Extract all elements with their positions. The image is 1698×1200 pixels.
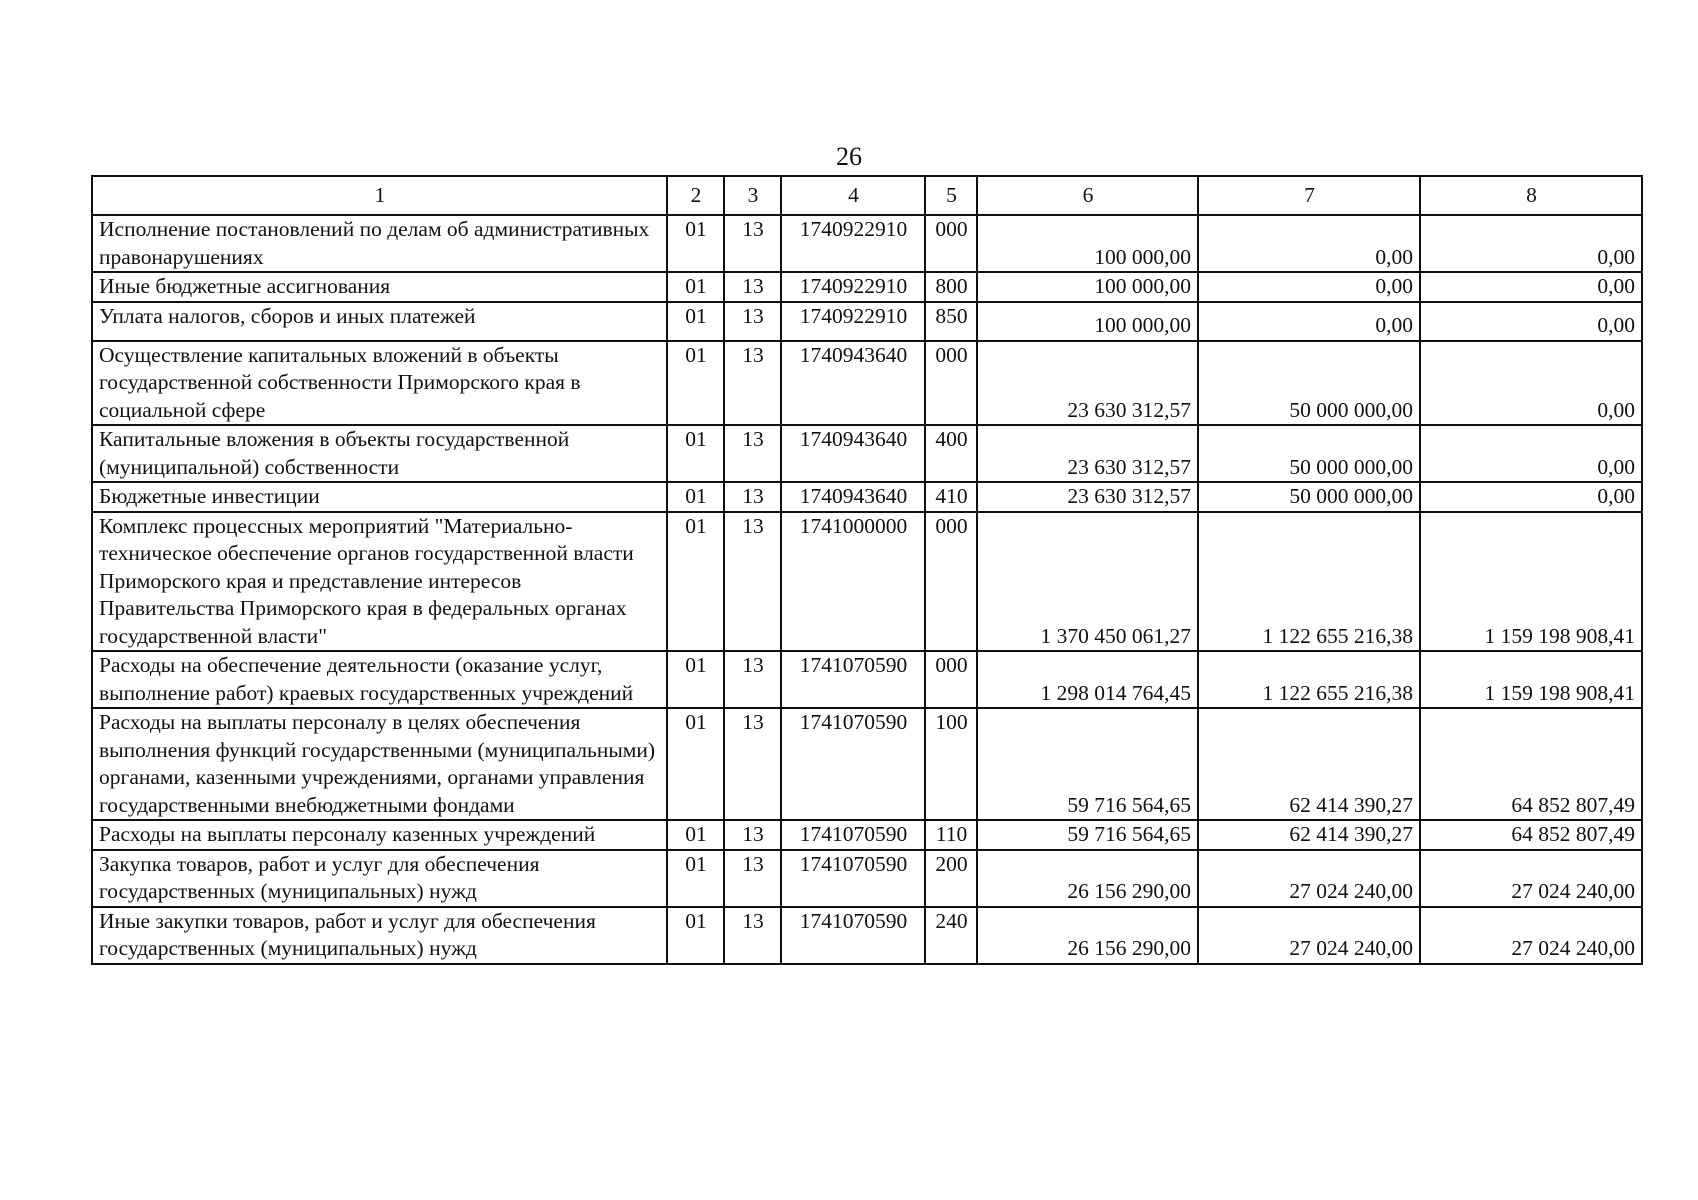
amount-cell: 50 000 000,00 [1198, 482, 1420, 512]
table-row [92, 512, 1642, 652]
expense-type-cell: 110 [925, 820, 977, 850]
amount-cell: 1 298 014 764,45 [977, 651, 1198, 708]
row-name-cell: Расходы на выплаты персоналу в целях обеспечения выполнения функций государственными (муниципальными) органами, казенными учреждениями, органами управления государственными внебюджетными фондами [92, 708, 667, 820]
amount-cell: 1 122 655 216,38 [1198, 512, 1420, 652]
amount-cell: 1 159 198 908,41 [1420, 651, 1642, 708]
column-header: 6 [977, 176, 1198, 215]
column-header: 3 [724, 176, 781, 215]
row-name-cell: Исполнение постановлений по делам об административных правонарушениях [92, 215, 667, 272]
expense-type-cell: 240 [925, 907, 977, 964]
target-article-cell: 1741070590 [781, 907, 925, 964]
row-name-cell: Капитальные вложения в объекты государственной (муниципальной) собственности [92, 425, 667, 482]
subsection-code-cell: 13 [724, 850, 781, 907]
target-article-cell: 1740943640 [781, 482, 925, 512]
amount-cell: 0,00 [1420, 425, 1642, 482]
section-code-cell: 01 [667, 425, 724, 482]
target-article-cell: 1740922910 [781, 272, 925, 302]
row-name-cell: Осуществление капитальных вложений в объекты государственной собственности Приморского края в социальной сфере [92, 341, 667, 426]
expense-type-cell: 400 [925, 425, 977, 482]
row-name-cell: Расходы на обеспечение деятельности (оказание услуг, выполнение работ) краевых государственных учреждений [92, 651, 667, 708]
target-article-cell: 1741000000 [781, 512, 925, 652]
target-article-cell: 1741070590 [781, 708, 925, 820]
expense-type-cell: 200 [925, 850, 977, 907]
subsection-code-cell: 13 [724, 651, 781, 708]
subsection-code-cell: 13 [724, 302, 781, 341]
amount-cell: 26 156 290,00 [977, 850, 1198, 907]
expense-type-cell: 800 [925, 272, 977, 302]
amount-cell: 1 159 198 908,41 [1420, 512, 1642, 652]
section-code-cell: 01 [667, 341, 724, 426]
target-article-cell: 1740922910 [781, 215, 925, 272]
table-row [92, 482, 1642, 512]
amount-cell: 0,00 [1198, 215, 1420, 272]
subsection-code-cell: 13 [724, 820, 781, 850]
subsection-code-cell: 13 [724, 482, 781, 512]
amount-cell: 0,00 [1198, 302, 1420, 341]
amount-cell: 0,00 [1420, 341, 1642, 426]
section-code-cell: 01 [667, 482, 724, 512]
expense-type-cell: 000 [925, 215, 977, 272]
amount-cell: 23 630 312,57 [977, 482, 1198, 512]
amount-cell: 0,00 [1198, 272, 1420, 302]
section-code-cell: 01 [667, 850, 724, 907]
amount-cell: 27 024 240,00 [1198, 907, 1420, 964]
amount-cell: 23 630 312,57 [977, 425, 1198, 482]
page-number: 26 [836, 142, 862, 171]
row-name-cell: Расходы на выплаты персоналу казенных учреждений [92, 820, 667, 850]
row-name-cell: Иные бюджетные ассигнования [92, 272, 667, 302]
target-article-cell: 1740943640 [781, 425, 925, 482]
section-code-cell: 01 [667, 651, 724, 708]
row-name-cell: Комплекс процессных мероприятий "Материально-техническое обеспечение органов государственной власти Приморского края и представление интересов Правительства Приморского края в федеральных органах государственной власти" [92, 512, 667, 652]
section-code-cell: 01 [667, 907, 724, 964]
budget-table [91, 175, 1643, 965]
table-row [92, 651, 1642, 708]
amount-cell: 62 414 390,27 [1198, 708, 1420, 820]
table-row [92, 425, 1642, 482]
amount-cell: 23 630 312,57 [977, 341, 1198, 426]
section-code-cell: 01 [667, 302, 724, 341]
amount-cell: 27 024 240,00 [1420, 907, 1642, 964]
amount-cell: 0,00 [1420, 482, 1642, 512]
target-article-cell: 1741070590 [781, 651, 925, 708]
subsection-code-cell: 13 [724, 425, 781, 482]
section-code-cell: 01 [667, 708, 724, 820]
amount-cell: 64 852 807,49 [1420, 708, 1642, 820]
target-article-cell: 1740943640 [781, 341, 925, 426]
amount-cell: 64 852 807,49 [1420, 820, 1642, 850]
amount-cell: 50 000 000,00 [1198, 341, 1420, 426]
amount-cell: 0,00 [1420, 215, 1642, 272]
table-header-row [92, 176, 1642, 215]
amount-cell: 0,00 [1420, 302, 1642, 341]
amount-cell: 1 122 655 216,38 [1198, 651, 1420, 708]
subsection-code-cell: 13 [724, 512, 781, 652]
table-row [92, 820, 1642, 850]
amount-cell: 27 024 240,00 [1198, 850, 1420, 907]
table-row [92, 215, 1642, 272]
table-row [92, 907, 1642, 964]
amount-cell: 26 156 290,00 [977, 907, 1198, 964]
amount-cell: 100 000,00 [977, 302, 1198, 341]
expense-type-cell: 000 [925, 341, 977, 426]
row-name-cell: Закупка товаров, работ и услуг для обеспечения государственных (муниципальных) нужд [92, 850, 667, 907]
table-body [92, 215, 1642, 964]
table-row [92, 272, 1642, 302]
amount-cell: 59 716 564,65 [977, 708, 1198, 820]
subsection-code-cell: 13 [724, 708, 781, 820]
target-article-cell: 1741070590 [781, 820, 925, 850]
expense-type-cell: 100 [925, 708, 977, 820]
row-name-cell: Иные закупки товаров, работ и услуг для обеспечения государственных (муниципальных) нужд [92, 907, 667, 964]
amount-cell: 50 000 000,00 [1198, 425, 1420, 482]
subsection-code-cell: 13 [724, 341, 781, 426]
target-article-cell: 1740922910 [781, 302, 925, 341]
expense-type-cell: 000 [925, 651, 977, 708]
column-header: 4 [781, 176, 925, 215]
section-code-cell: 01 [667, 820, 724, 850]
column-header: 2 [667, 176, 724, 215]
subsection-code-cell: 13 [724, 215, 781, 272]
table-row [92, 302, 1642, 341]
subsection-code-cell: 13 [724, 907, 781, 964]
amount-cell: 62 414 390,27 [1198, 820, 1420, 850]
table-row [92, 850, 1642, 907]
target-article-cell: 1741070590 [781, 850, 925, 907]
table-row [92, 708, 1642, 820]
expense-type-cell: 850 [925, 302, 977, 341]
section-code-cell: 01 [667, 215, 724, 272]
amount-cell: 100 000,00 [977, 272, 1198, 302]
column-header: 8 [1420, 176, 1642, 215]
expense-type-cell: 000 [925, 512, 977, 652]
expense-type-cell: 410 [925, 482, 977, 512]
row-name-cell: Уплата налогов, сборов и иных платежей [92, 302, 667, 341]
section-code-cell: 01 [667, 512, 724, 652]
amount-cell: 27 024 240,00 [1420, 850, 1642, 907]
subsection-code-cell: 13 [724, 272, 781, 302]
section-code-cell: 01 [667, 272, 724, 302]
amount-cell: 100 000,00 [977, 215, 1198, 272]
column-header: 1 [92, 176, 667, 215]
table-row [92, 341, 1642, 426]
amount-cell: 0,00 [1420, 272, 1642, 302]
amount-cell: 1 370 450 061,27 [977, 512, 1198, 652]
column-header: 7 [1198, 176, 1420, 215]
amount-cell: 59 716 564,65 [977, 820, 1198, 850]
row-name-cell: Бюджетные инвестиции [92, 482, 667, 512]
column-header: 5 [925, 176, 977, 215]
